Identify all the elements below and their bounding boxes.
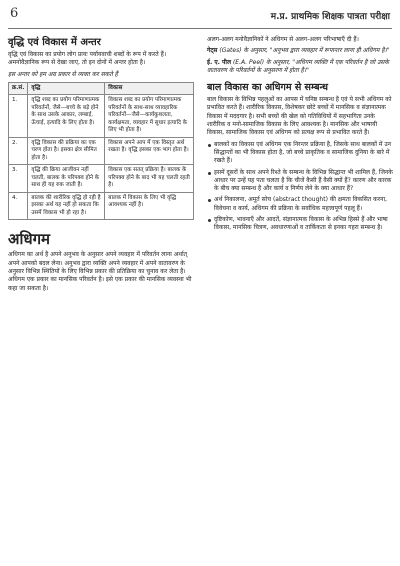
col-header-serial: क्र.सं. xyxy=(9,82,28,95)
section-title-growth-development: वृद्धि एवं विकास में अन्तर xyxy=(8,37,101,48)
page-number: 6 xyxy=(10,6,19,21)
row-growth: बालक की शारीरिक वृद्धि हो रही है इसका अर्थ यह नहीं हो सकता कि उसमें विकास भी हो रहा है। xyxy=(28,192,105,220)
table-row xyxy=(9,95,194,138)
definition-gates xyxy=(207,47,394,55)
table-row xyxy=(9,137,194,165)
right-column xyxy=(207,36,394,236)
row-development: विकास अपने आप में एक विस्तृत अर्थ रखता है। वृद्धि इसका एक भाग होता है। xyxy=(105,137,194,165)
row-serial: 3. xyxy=(9,165,28,193)
learning-paragraph: अधिगम का अर्थ है अपने अनुभव के अनुसार अपने व्यवहार में परिवर्तन लाना अर्थात् अपने आपको बदल लेना। अनुभव द्वारा व्यक्ति अपने व्यवहार में अपने वातावरण के अनुसार विभिन्न स्थितियों के लिए विभिन्न प्रकार की प्रतिक्रिया का चुनाव कर लेता है। अधिगम एक प्रकार का मानसिक परिवर्तन है। इसे एक प्रकार की मानसिक व्यवस्था भी कहा जा सकता है। xyxy=(8,251,192,292)
col-header-growth: वृद्धि xyxy=(28,82,105,95)
row-serial: 2. xyxy=(9,137,28,165)
bullet-list xyxy=(207,141,394,233)
child-development-paragraph: बाल विकास के विभिन्न पहलुओं का आपस में घनिष्ठ सम्बन्ध है एवं ये सभी अधिगम को प्रभावित करते हैं। शारीरिक विकास, विशेषकर छोटे बच्चों में मानसिक व संज्ञानात्मक विकास में मददगार है। सभी बच्चों की खेल को गतिविधियों में सहभागिता उनके शारीरिक व मनो-सामाजिक विकास के लिए आवश्यक है। मानसिक और भाषायी विकास, सामाजिक विकास एवं अधिगम को प्रत्यक्ष रूप से प्रभावित करते हैं। xyxy=(207,96,392,137)
row-growth: वृद्धि की क्रिया आजीवन नहीं चलती, बालक के परिपक्व होने के साथ ही यह रुक जाती है। xyxy=(28,165,105,193)
row-development: बालक में विकास के लिए भी वृद्धि आवश्यक नहीं है। xyxy=(105,192,194,220)
difference-note: इस अन्तर को हम अग्र प्रकार से व्यक्त कर सकते हैं xyxy=(8,70,118,78)
definition-peel-author: ई. ए. पील xyxy=(207,58,232,66)
list-item: अर्थ निकालना, अमूर्त सोच (abstract thought) की क्षमता विकसित करना, विवेचना व कार्य, अधिगम की प्रक्रिया के सर्वाधिक महत्त्वपूर्ण पहलू हैं। xyxy=(207,196,394,213)
list-item: दृष्टिकोण, भावनाएँ और आदतें, संज्ञानात्मक विकास के अभिन्न हिस्से हैं और भाषा विकास, मानसिक चित्रण, अवधारणाओं व तार्किकता से इनका गहरा सम्बन्ध है। xyxy=(207,216,394,233)
section-title-learning: अधिगम xyxy=(8,230,50,249)
row-serial: 1. xyxy=(9,95,28,138)
definition-peel-text: (E.A. Peel) के अनुसार, "अधिगम व्यक्ति में एक परिवर्तन है जो उसके वातावरण के परिवर्तनों के अनुसरण में होता है।" xyxy=(207,58,390,74)
definition-peel xyxy=(207,59,394,76)
page-header xyxy=(0,0,400,29)
row-development: विकास शब्द का प्रयोग परिमाणात्मक परिवर्तनों के साथ-साथ व्यावहारिक परिवर्तनों—जैसे—कार्यकुशलता, कार्यक्षमता, व्यवहार में सुधार इत्यादि के लिए भी होता है। xyxy=(105,95,194,138)
table-row xyxy=(9,165,194,193)
growth-development-paragraph: वृद्धि एवं विकास का प्रयोग लोग प्रायः पर्यायवाची शब्दों के रूप में करते हैं। अमनोवैज्ञानिक रूप से देखा जाए, तो इन दोनों में अन्तर होता है। xyxy=(8,51,167,67)
row-serial: 4. xyxy=(9,192,28,220)
table-header-row xyxy=(9,82,194,95)
col-header-development: विकास xyxy=(105,82,194,95)
book-title: म.प्र. प्राथमिक शिक्षक पात्रता परीक्षा xyxy=(270,12,390,22)
row-growth: वृद्धि शब्द का प्रयोग परिमाणात्मक परिवर्तनों, जैसे—बच्चे के बड़े होने के साथ उसके आकार, लम्बाई, ऊँचाई, इत्यादि के लिए होता है। xyxy=(28,95,105,138)
definitions-intro: अलग-अलग मनोवैज्ञानिकों ने अधिगम से अलग-अलग परिभाषाएँ दी हैं। xyxy=(207,36,359,43)
section-title-child-development-learning: बाल विकास का अधिगम से सम्बन्ध xyxy=(207,82,328,94)
table-row xyxy=(9,192,194,220)
row-growth: वृद्धि विकास की प्रक्रिया का एक चरण होता है। इसका क्षेत्र सीमित होता है। xyxy=(28,137,105,165)
growth-vs-development-table xyxy=(8,82,194,221)
left-column xyxy=(8,36,194,296)
list-item: इसमें दूसरों के साथ अपने रिश्ते के सम्बन्ध के विभिन्न सिद्धान्त भी शामिल हैं, जिनके आधार पर उन्हें यह पता चलता है कि चीजें कैसी हैं वैसी क्यों हैं? कारण और कारक के बीच क्या सम्बन्ध है और कार्य व निर्णय लेने के क्या आधार हैं? xyxy=(207,169,394,194)
definition-gates-text: (Gates) के अनुसार, "अनुभव द्वारा व्यवहार में रूपान्तर लाना ही अधिगम है।" xyxy=(219,47,390,55)
header-divider xyxy=(8,28,392,29)
definition-gates-author: गेट्स xyxy=(207,47,218,55)
row-development: विकास एक सतत् प्रक्रिया है। बालक के परिपक्व होने के बाद भी यह चलती रहती है। xyxy=(105,165,194,193)
list-item: बालकों का विकास एवं अधिगम एक निरन्तर प्रक्रिया है, जिसके साथ बालकों में उन सिद्धान्तों का भी विकास होता है, जो बच्चे प्राकृतिक व सामाजिक दुनिया के बारे में रखते हैं। xyxy=(207,141,394,166)
